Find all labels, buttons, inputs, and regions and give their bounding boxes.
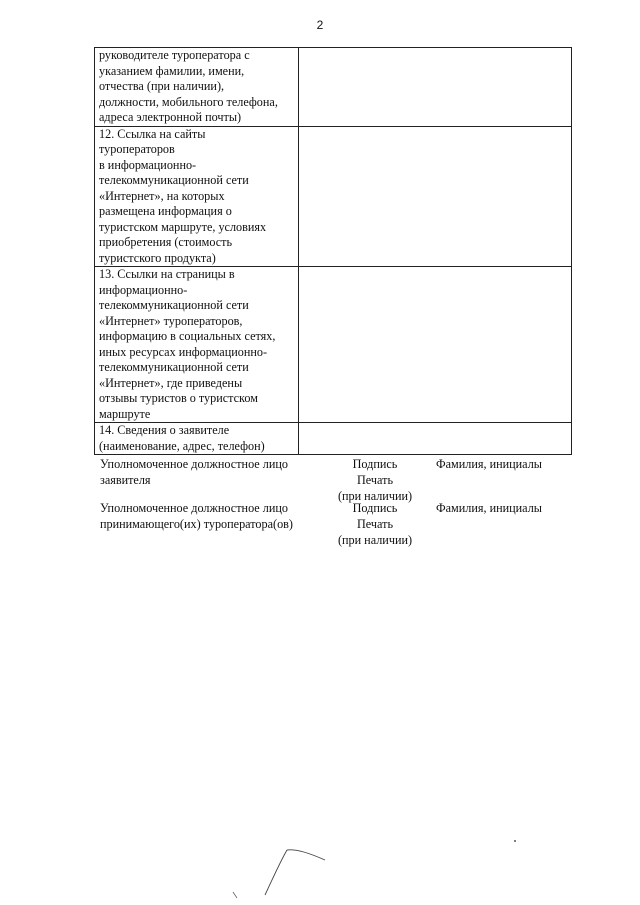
application-form-table (94, 47, 572, 455)
row-label-head-contact: руководителе туроператора с указанием фамилии, имени, отчества (при наличии), должности, мобильного телефона, адреса электронной почты) (95, 48, 299, 127)
row-label-websites: 12. Ссылка на сайты туроператоров в информационно- телекоммуникационной сети «Интернет», на которых размещена информация о туристском маршруте, условиях приобретения (стоимость туристского продукта) (95, 126, 299, 267)
row-value-social-links (299, 267, 572, 423)
table-row (95, 126, 572, 267)
table-row (95, 48, 572, 127)
row-label-applicant: 14. Сведения о заявителе (наименование, адрес, телефон) (95, 423, 299, 455)
signature-role: Уполномоченное должностное лицо принимающего(их) туроператора(ов) (100, 501, 293, 531)
pen-scribble-mark (225, 840, 355, 905)
signature-name-label: Фамилия, инициалы (436, 501, 542, 515)
row-value-head-contact (299, 48, 572, 127)
signature-name-label: Фамилия, инициалы (436, 457, 542, 471)
row-label-social-links: 13. Ссылки на страницы в информационно- телекоммуникационной сети «Интернет» туроператоров, информацию в социальных сетях, иных ресурсах информационно- телекоммуникационной сети «Интернет», где приведены отзывы туристов о туристском маршруте (95, 267, 299, 423)
scan-speck (514, 840, 516, 842)
signature-role: Уполномоченное должностное лицо заявителя (100, 457, 288, 487)
row-value-websites (299, 126, 572, 267)
page-number: 2 (316, 18, 324, 32)
signature-block-touroperator (0, 500, 640, 552)
row-value-applicant (299, 423, 572, 455)
signature-stamp-label: Подпись Печать (при наличии) (337, 457, 413, 503)
table-row (95, 423, 572, 455)
signature-stamp-label: Подпись Печать (при наличии) (337, 501, 413, 547)
table-row (95, 267, 572, 423)
